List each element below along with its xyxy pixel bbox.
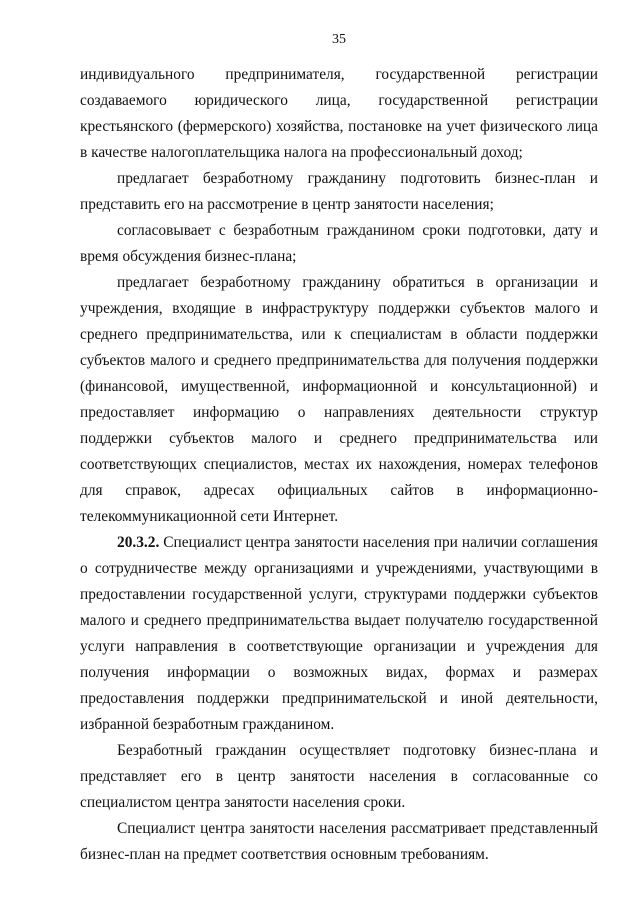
paragraph-1-text: индивидуального предпринимателя, государственной регистрации создаваемого юридического лица, государственной регистрации крестьянского (фермерского) хозяйства, постановке на учет физического лица в качестве налогоплательщика налога на профессиональный доход; [80,66,598,161]
section-number: 20.3.2. [117,534,160,551]
paragraph-2 [80,166,598,218]
paragraph-3 [80,218,598,270]
paragraph-5-text: Специалист центра занятости населения при наличии соглашения о сотрудничестве между организациями и учреждениями, участвующими в предоставлении государственной услуги, структурами поддержки субъектов малого и среднего предпринимательства выдает получателю государственной услуги направления в соответствующие организации и учреждения для получения информации о возможных видах, формах и размерах предоставления поддержки предпринимательской и иной деятельности, избранной безработным гражданином. [80,534,598,733]
paragraph-7-text: Специалист центра занятости населения рассматривает представленный бизнес-план на предмет соответствия основным требованиям. [80,820,598,863]
paragraph-6-text: Безработный гражданин осуществляет подготовку бизнес-плана и представляет его в центр занятости населения в согласованные со специалистом центра занятости населения сроки. [80,742,598,811]
paragraph-1 [80,62,598,166]
paragraph-2-text: предлагает безработному гражданину подготовить бизнес-план и представить его на рассмотрение в центр занятости населения; [80,170,598,213]
paragraph-4-text: предлагает безработному гражданину обратиться в организации и учреждения, входящие в инфраструктуру поддержки субъектов малого и среднего предпринимательства, или к специалистам в области поддержки субъектов малого и среднего предпринимательства для получения поддержки (финансовой, имущественной, информационной и консультационной) и предоставляет информацию о направлениях деятельности структур поддержки субъектов малого и среднего предпринимательства или соответствующих специалистов, местах их нахождения, номерах телефонов для справок, адресах официальных сайтов в информационно-телекоммуникационной сети Интернет. [80,274,598,525]
paragraph-4 [80,270,598,530]
document-page [80,30,598,868]
paragraph-6 [80,738,598,816]
paragraph-7 [80,816,598,868]
paragraph-5 [80,530,598,738]
page-number: 35 [332,32,346,47]
paragraph-3-text: согласовывает с безработным гражданином сроки подготовки, дату и время обсуждения бизнес-плана; [80,222,598,265]
